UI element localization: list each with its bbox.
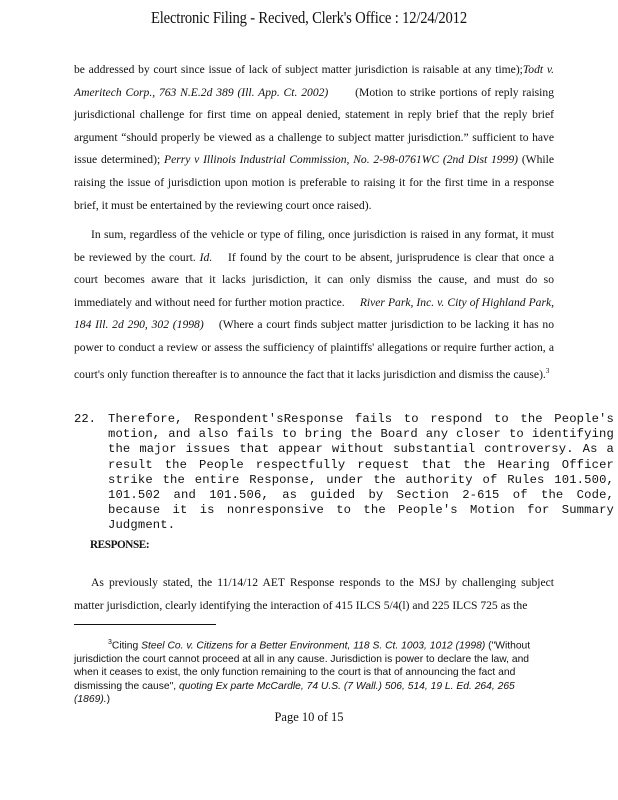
page-number: Page 10 of 15 [274, 710, 344, 724]
para2-text-1: In sum, regardless of the vehicle or type of filing, once jurisdiction is raised in any format, it must be reviewed by the court. [74, 228, 554, 264]
numbered-paragraph-22 [74, 412, 614, 534]
para2-text-3: (Where a court finds subject matter jurisdiction to be lacking it has no power to conduct a review or assess the sufficiency of plaintiffs' allegations or require further action, a court's only function thereafter is to announce the fact that it lacks jurisdiction and dismiss the cause). [74, 318, 554, 381]
para2-citation-river-park: River Park, Inc. v. City of Highland Park, 184 Ill. 2d 290, 302 (1998) [74, 295, 555, 332]
footnote-number: 3 [108, 639, 112, 646]
paragraph-case-citations [74, 59, 554, 217]
response-heading: RESPONSE: [90, 539, 150, 551]
paragraph-22-text: Therefore, Respondent'sResponse fails to respond to the People's motion, and also fails to bring the Board any closer to identifying the major issues that appear without substantial controversy. As a result the People respectfully request that the Hearing Officer strike the entire Response, under the authority of Rules 101.500, 101.502 and 101.506, as guided by Section 2-615 of the Code, because it is nonresponsive to the People's Motion for Summary Judgment. [108, 412, 614, 533]
footnote-citation-mccardle: quoting Ex parte McCardle, 74 U.S. (7 Wall.) 506, 514, 19 L. Ed. 264, 265 (1869). [74, 680, 515, 706]
footnote-text-1: Citing [111, 640, 139, 652]
footnote-divider [74, 624, 216, 625]
footnote-text-2: ("Without jurisdiction the court cannot proceed at all in any cause. Jurisdiction is power to declare the law, and when it ceases to exist, the only function remaining to the court is that of announcing the fact and dismissing the cause", [74, 640, 531, 692]
para1-text-3: (While raising the issue of jurisdiction upon motion is preferable to raising it for the first time in a response brief, it must be entertained by the reviewing court once raised). [74, 153, 555, 212]
para1-citation-todt: Todt v. Ameritech Corp., 763 N.E.2d 389 (Ill. App. Ct. 2002) [74, 63, 554, 99]
footnote-citation-steel-co: Steel Co. v. Citizens for a Better Environment, 118 S. Ct. 1003, 1012 (1998) [141, 640, 486, 652]
footnote-3 [74, 636, 544, 706]
footnote-reference: 3 [545, 366, 550, 375]
paragraph-in-sum [74, 224, 554, 386]
para1-text-2: (Motion to strike portions of reply raising jurisdictional challenge for first time on appeal denied, statement in reply brief that the reply brief argument “should properly be viewed as a challenge to subject matter jurisdiction.” sufficient to have issue determined); [74, 85, 554, 167]
paragraph-number: 22. [74, 412, 96, 426]
footnote-text-3: ) [106, 694, 111, 706]
para1-text-1: be addressed by court since issue of lack of subject matter jurisdiction is raisable at any time); [74, 63, 523, 76]
para2-id-signal: Id. [199, 250, 213, 264]
para1-citation-perry: Perry v Illinois Industrial Commission, No. 2-98-0761WC (2nd Dist 1999) [163, 153, 519, 167]
response-text: As previously stated, the 11/14/12 AET Response responds to the MSJ by challenging subject matter jurisdiction, clearly identifying the interaction of 415 ILCS 5/4(l) and 225 ILCS 725 as the [74, 576, 554, 612]
para2-text-2: If found by the court to be absent, jurisprudence is clear that once a court becomes aware that it lacks jurisdiction, it can only dismiss the cause, and must do so immediately and without need for further motion practice. [74, 250, 555, 309]
paragraph-response [74, 572, 554, 617]
filing-stamp-header: Electronic Filing - Recived, Clerk's Office : 12/24/2012 [151, 8, 467, 27]
